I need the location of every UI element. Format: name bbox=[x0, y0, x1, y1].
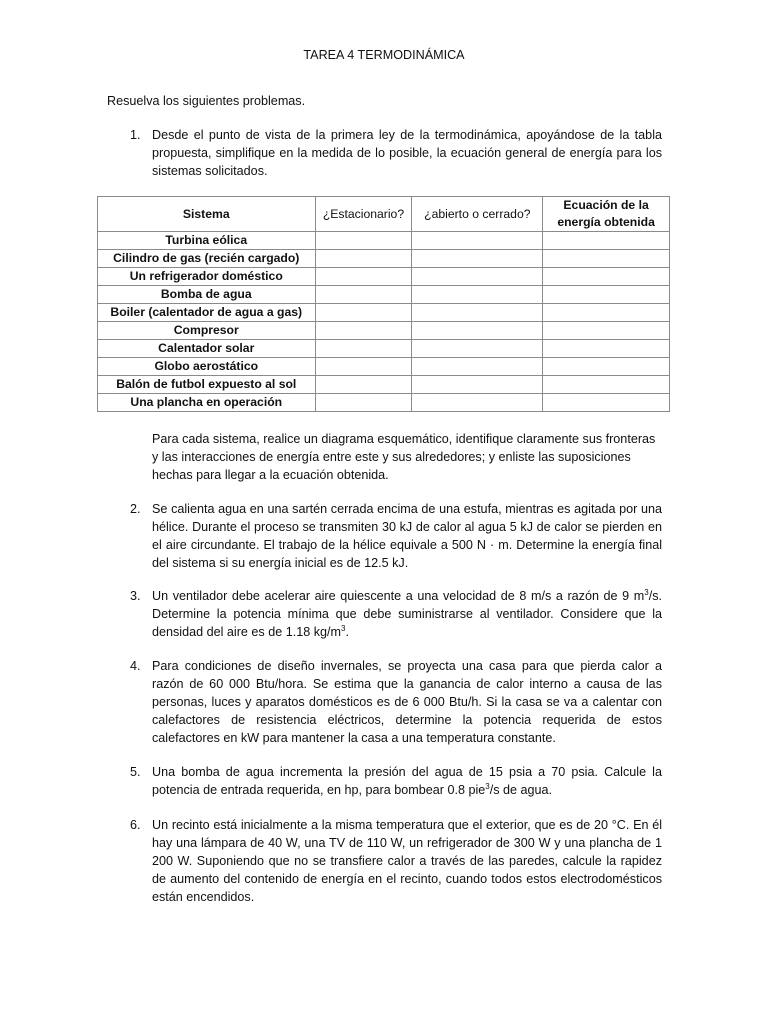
ecuacion-cell bbox=[543, 376, 670, 394]
problem-text-part: /s. Determine la potencia mínima que debe suministrarse al ventilador. Considere que la densidad del aire es de 1.18 kg/m bbox=[152, 589, 662, 639]
estacionario-cell bbox=[315, 376, 412, 394]
system-name: Compresor bbox=[98, 322, 316, 340]
problem-text: Se calienta agua en una sartén cerrada encima de una estufa, mientras es agitada por una hélice. Durante el proceso se transmiten 30 kJ de calor al agua 5 kJ de calor se pierden en el aire circundante. El trabajo de la hélice equivale a 500 N · m. Determine la energía final del sistema si su energía inicial es de 12.5 kJ. bbox=[152, 502, 662, 570]
ecuacion-cell bbox=[543, 304, 670, 322]
superscript: 3 bbox=[485, 781, 490, 791]
ecuacion-cell bbox=[543, 286, 670, 304]
table-row bbox=[98, 340, 670, 358]
abierto-cerrado-cell bbox=[412, 250, 543, 268]
system-name: Calentador solar bbox=[98, 340, 316, 358]
table-row bbox=[98, 376, 670, 394]
system-name: Cilindro de gas (recién cargado) bbox=[98, 250, 316, 268]
estacionario-cell bbox=[315, 358, 412, 376]
problem-text-part: . bbox=[345, 625, 349, 639]
table-row bbox=[98, 394, 670, 412]
table-row bbox=[98, 268, 670, 286]
ecuacion-cell bbox=[543, 322, 670, 340]
table-row bbox=[98, 232, 670, 250]
problem-1 bbox=[130, 126, 662, 180]
problem-3 bbox=[130, 587, 662, 641]
abierto-cerrado-cell bbox=[412, 232, 543, 250]
ecuacion-cell bbox=[543, 268, 670, 286]
ecuacion-cell bbox=[543, 358, 670, 376]
system-name: Balón de futbol expuesto al sol bbox=[98, 376, 316, 394]
abierto-cerrado-cell bbox=[412, 286, 543, 304]
problem-text bbox=[152, 587, 662, 641]
system-name: Un refrigerador doméstico bbox=[98, 268, 316, 286]
problem-6 bbox=[130, 816, 662, 906]
table-row bbox=[98, 286, 670, 304]
abierto-cerrado-cell bbox=[412, 304, 543, 322]
problem-number: 6. bbox=[130, 818, 141, 832]
problem-5 bbox=[130, 763, 662, 799]
problem-text: Para condiciones de diseño invernales, se proyecta una casa para que pierda calor a razón de 60 000 Btu/hora. Se estima que la ganancia de calor interno a causa de las personas, luces y aparatos domésticos es de 6 000 Btu/h. Si la casa se va a calentar con calefactores de resistencia eléctricos, determine la potencia requerida de estos calefactores en kW para mantener la casa a una temperatura constante. bbox=[152, 659, 662, 745]
ecuacion-cell bbox=[543, 250, 670, 268]
problem-number: 3. bbox=[130, 589, 141, 603]
problem-text-part: Un ventilador debe acelerar aire quiescente a una velocidad de 8 m/s a razón de 9 m bbox=[152, 589, 645, 603]
document-title: TAREA 4 TERMODINÁMICA bbox=[303, 48, 465, 62]
problem-number: 2. bbox=[130, 502, 141, 516]
estacionario-cell bbox=[315, 322, 412, 340]
estacionario-cell bbox=[315, 268, 412, 286]
problem-text: Un recinto está inicialmente a la misma temperatura que el exterior, que es de 20 °C. En él hay una lámpara de 40 W, una TV de 110 W, un refrigerador de 300 W y una plancha de 1 200 W. Suponiendo que no se transfiere calor a través de las paredes, calcule la rapidez de aumento del contenido de energía en el recinto, cuando todos estos electrodomésticos están encendidos. bbox=[152, 818, 662, 904]
table-row bbox=[98, 358, 670, 376]
estacionario-cell bbox=[315, 394, 412, 412]
instructions-note: Para cada sistema, realice un diagrama esquemático, identifique claramente sus fronteras y las interacciones de energía entre este y sus alrededores; y enliste las suposiciones hechas para llegar a la ecuación obtenida. bbox=[152, 432, 656, 482]
table-header-row bbox=[98, 197, 670, 232]
abierto-cerrado-cell bbox=[412, 376, 543, 394]
problem-number: 1. bbox=[130, 128, 141, 142]
estacionario-cell bbox=[315, 340, 412, 358]
ecuacion-cell bbox=[543, 340, 670, 358]
abierto-cerrado-cell bbox=[412, 340, 543, 358]
estacionario-cell bbox=[315, 232, 412, 250]
abierto-cerrado-cell bbox=[412, 358, 543, 376]
estacionario-cell bbox=[315, 250, 412, 268]
abierto-cerrado-cell bbox=[412, 322, 543, 340]
problem-text: Desde el punto de vista de la primera ley de la termodinámica, apoyándose de la tabla propuesta, simplifique en la medida de lo posible, la ecuación general de energía para los sistemas solicitados. bbox=[152, 128, 662, 178]
table-row bbox=[98, 322, 670, 340]
abierto-cerrado-cell bbox=[412, 268, 543, 286]
problem-number: 4. bbox=[130, 659, 141, 673]
table-row bbox=[98, 250, 670, 268]
systems-table bbox=[97, 196, 670, 412]
estacionario-cell bbox=[315, 286, 412, 304]
system-name: Boiler (calentador de agua a gas) bbox=[98, 304, 316, 322]
system-name: Una plancha en operación bbox=[98, 394, 316, 412]
header-abierto-cerrado: ¿abierto o cerrado? bbox=[412, 197, 543, 232]
header-ecuacion: Ecuación de la energía obtenida bbox=[543, 197, 670, 232]
ecuacion-cell bbox=[543, 232, 670, 250]
header-estacionario: ¿Estacionario? bbox=[315, 197, 412, 232]
table-row bbox=[98, 304, 670, 322]
superscript: 3 bbox=[644, 587, 649, 597]
problem-2 bbox=[130, 500, 662, 572]
system-name: Turbina eólica bbox=[98, 232, 316, 250]
superscript: 3 bbox=[341, 623, 346, 633]
ecuacion-cell bbox=[543, 394, 670, 412]
header-sistema: Sistema bbox=[98, 197, 316, 232]
estacionario-cell bbox=[315, 304, 412, 322]
problem-text-part: Una bomba de agua incrementa la presión del agua de 15 psia a 70 psia. Calcule la potencia de entrada requerida, en hp, para bombear 0.8 pie bbox=[152, 765, 662, 797]
system-name: Globo aerostático bbox=[98, 358, 316, 376]
problem-4 bbox=[130, 657, 662, 747]
intro-text: Resuelva los siguientes problemas. bbox=[107, 94, 306, 108]
problem-number: 5. bbox=[130, 765, 141, 779]
system-name: Bomba de agua bbox=[98, 286, 316, 304]
problem-text bbox=[152, 763, 662, 799]
abierto-cerrado-cell bbox=[412, 394, 543, 412]
problem-text-part: /s de agua. bbox=[489, 783, 553, 797]
